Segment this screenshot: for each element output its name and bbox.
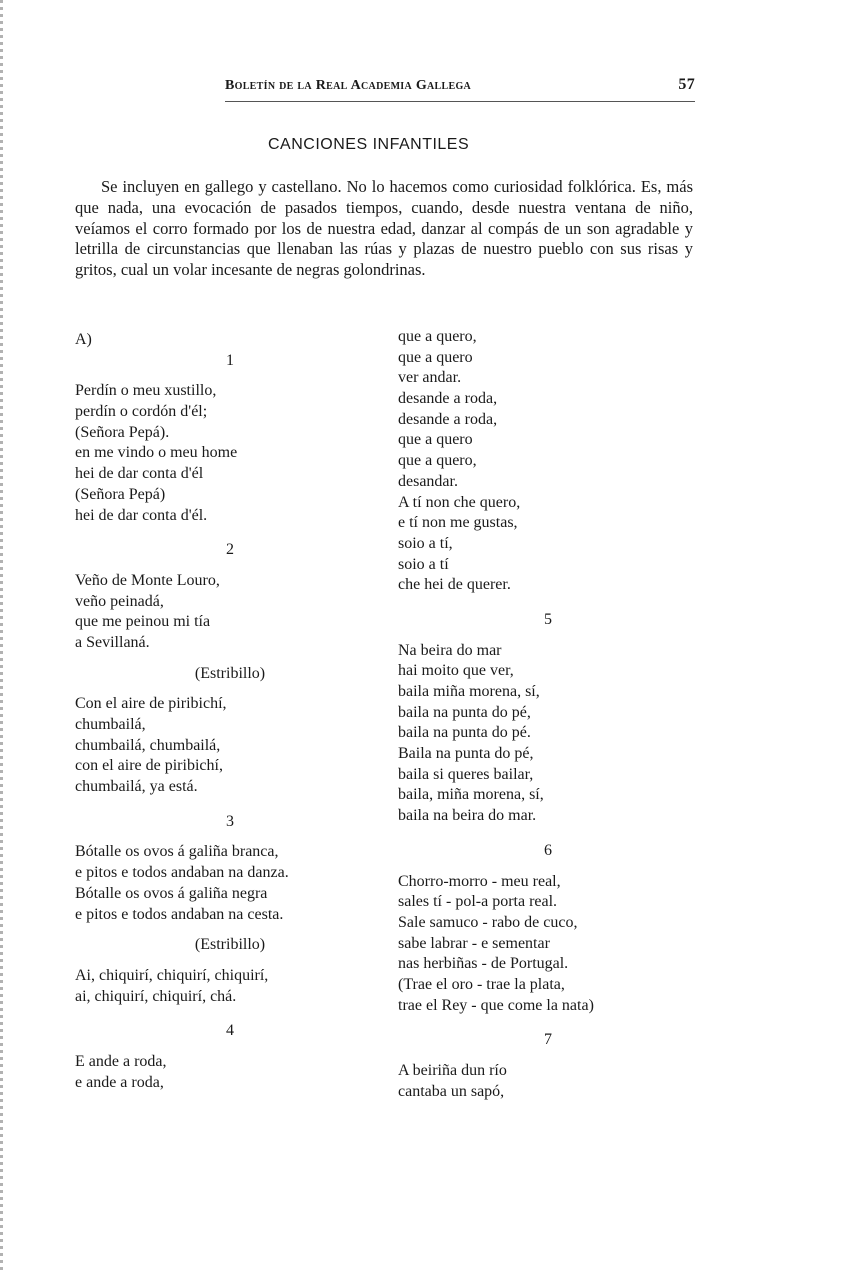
verse-line: veño peinadá, xyxy=(75,592,164,610)
refrain-label: (Estribillo) xyxy=(194,936,266,954)
verse-line: perdín o cordón d'él; xyxy=(75,403,208,421)
refrain-line: chumbailá, xyxy=(75,716,146,733)
header-rule xyxy=(225,101,695,102)
song-number: 7 xyxy=(544,1031,552,1049)
refrain-line: chumbailá, ya está. xyxy=(75,778,198,796)
verse-line: soio a tí, xyxy=(398,534,453,552)
verse-line: ver andar. xyxy=(398,369,462,387)
section-label: A) xyxy=(75,331,92,348)
verse-line: hei de dar conta d'él. xyxy=(75,506,208,524)
song-5 xyxy=(398,641,698,827)
song-4-continued xyxy=(398,327,698,596)
verse-line: (Trae el oro - trae la plata, xyxy=(398,975,565,993)
refrain-label: (Estribillo) xyxy=(194,664,266,682)
refrain-line: ai, chiquirí, chiquirí, chá. xyxy=(75,987,237,1005)
verse-line: desande a roda, xyxy=(398,410,498,428)
song-number: 5 xyxy=(544,610,552,628)
verse-line: que a quero xyxy=(398,348,473,366)
verse-line: baila si queres bailar, xyxy=(398,765,534,783)
refrain-line: con el aire de piribichí, xyxy=(75,757,223,775)
verse-line: Bótalle os ovos á galiña branca, xyxy=(75,843,279,861)
verse-line: hai moito que ver, xyxy=(398,662,514,680)
verse-line: que me peinou mi tía xyxy=(75,613,211,631)
right-column xyxy=(398,327,698,1102)
verse-line: (Señora Pepá) xyxy=(75,485,166,503)
verse-line: a Sevillaná. xyxy=(75,633,150,651)
verse-line: cantaba un sapó, xyxy=(398,1082,505,1100)
verse-line: hei de dar conta d'él xyxy=(75,465,204,483)
song-number: 2 xyxy=(226,541,234,559)
verse-line: sabe labrar - e sementar xyxy=(398,934,550,952)
song-3 xyxy=(75,842,385,1007)
verse-line: Sale samuco - rabo de cuco, xyxy=(398,913,578,931)
song-7 xyxy=(398,1061,698,1102)
section-title: CANCIONES INFANTILES xyxy=(268,136,470,153)
verse-line: che hei de querer. xyxy=(398,576,511,594)
verse-line: desande a roda, xyxy=(398,390,498,408)
verse-line: Chorro-morro - meu real, xyxy=(398,872,561,890)
verse-line: e tí non me gustas, xyxy=(398,514,518,532)
verse-line: trae el Rey - que come la nata) xyxy=(398,996,594,1014)
song-6 xyxy=(398,872,698,1017)
verse-line: baila na punta do pé, xyxy=(398,703,531,721)
verse-line: que a quero, xyxy=(398,328,477,345)
verse-line: baila, miña morena, sí, xyxy=(398,786,544,804)
verse-line: Na beira do mar xyxy=(398,641,502,659)
verse-line: (Señora Pepá). xyxy=(75,423,170,441)
verse-line: baila na punta do pé. xyxy=(398,724,531,742)
verse-line: e ande a roda, xyxy=(75,1073,164,1091)
refrain-line: Con el aire de piribichí, xyxy=(75,695,227,713)
verse-line: desandar. xyxy=(398,472,458,490)
intro-text: Se incluyen en gallego y castellano. No lo hacemos como curiosidad folklórica. Es, más que nada, una evocación de pasados tiempos, cuando, desde nuestra ventana de niño, veíamos el corro formado por los de nuestra edad, danzar al compás de un son agradable y letrilla de circunstancias que llenaban las rúas y plazas de nuestro pueblo con sus risas y gritos, cual un volar incesante de negras golondrinas. xyxy=(75,177,693,280)
verse-line: A beiriña dun río xyxy=(398,1062,507,1079)
song-number: 1 xyxy=(226,351,234,369)
verse-line: baila miña morena, sí, xyxy=(398,683,540,700)
verse-line: e pitos e todos andaban na danza. xyxy=(75,864,289,882)
refrain-line: chumbailá, chumbailá, xyxy=(75,736,221,754)
verse-line: en me vindo o meu home xyxy=(75,444,238,462)
song-1 xyxy=(75,381,385,526)
verse-line: Perdín o meu xustillo, xyxy=(75,382,217,400)
song-number: 6 xyxy=(544,841,552,859)
song-2 xyxy=(75,571,385,798)
verse-line: e pitos e todos andaban na cesta. xyxy=(75,905,284,923)
verse-line: que a quero, xyxy=(398,452,477,470)
verse-line: baila na beira do mar. xyxy=(398,807,537,825)
verse-line: A tí non che quero, xyxy=(398,493,521,511)
verse-line: soio a tí xyxy=(398,555,449,573)
verse-line: que a quero xyxy=(398,431,473,449)
page-number: 57 xyxy=(678,76,695,93)
verse-line: Veño de Monte Louro, xyxy=(75,571,220,589)
verse-line: Baila na punta do pé, xyxy=(398,745,534,763)
verse-line: Bótalle os ovos á galiña negra xyxy=(75,884,268,902)
page-edge-shadow xyxy=(0,0,3,1270)
song-number: 4 xyxy=(226,1022,234,1040)
verse-line: nas herbiñas - de Portugal. xyxy=(398,955,569,973)
left-column xyxy=(75,330,385,1093)
refrain-line: Ai, chiquirí, chiquirí, chiquirí, xyxy=(75,966,269,984)
verse-line: sales tí - pol-a porta real. xyxy=(398,893,558,911)
intro-paragraph xyxy=(75,177,693,281)
verse-line: E ande a roda, xyxy=(75,1052,167,1070)
journal-title: Boletín de la Real Academia Gallega xyxy=(225,78,472,93)
song-4 xyxy=(75,1052,385,1093)
song-number: 3 xyxy=(226,812,234,830)
